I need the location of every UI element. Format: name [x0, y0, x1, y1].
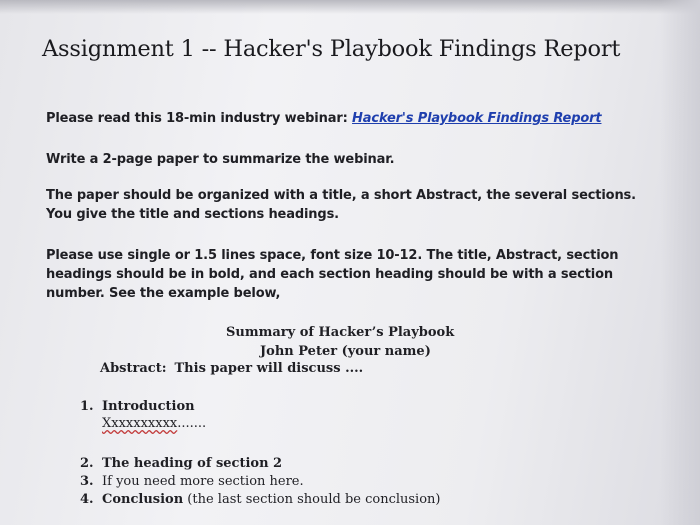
webinar-link[interactable]: Hacker's Playbook Findings Report — [352, 111, 602, 126]
section-note: (the last section should be conclusion) — [187, 492, 441, 507]
instruction-write-paper: Write a 2-page paper to summarize the webinar. — [46, 152, 395, 167]
placeholder-dots: ....... — [177, 416, 207, 431]
abstract-label: Abstract: — [100, 361, 167, 376]
example-author: John Peter (your name) — [260, 344, 431, 359]
instruction-organization — [46, 186, 666, 224]
org-bold-abstract: Abstract — [416, 188, 478, 203]
org-bold-sections: sections. — [571, 188, 636, 203]
section-heading: Introduction — [102, 399, 195, 414]
section-item-1 — [80, 398, 195, 416]
section-item-2 — [80, 455, 282, 473]
instruction-read-webinar — [46, 109, 601, 128]
instruction-read-text: Please read this 18-min industry webinar: — [46, 111, 353, 126]
intro-placeholder — [102, 416, 206, 431]
section-number: 2. — [80, 456, 94, 471]
section-number: 4. — [80, 492, 94, 507]
example-abstract — [100, 361, 363, 376]
org-text-1: The paper should be organized with a — [46, 188, 323, 203]
instruction-formatting: Please use single or 1.5 lines space, font size 10-12. The title, Abstract, section headings should be in bold, and each section heading should be with a section number. See the example below, — [46, 248, 619, 301]
section-item-3 — [80, 473, 304, 491]
section-heading: If you need more section here. — [102, 474, 304, 489]
org-text-2: , a short — [351, 188, 417, 203]
example-title-block — [226, 323, 454, 361]
section-heading: The heading of section 2 — [102, 456, 283, 471]
org-bold-title: title — [322, 188, 352, 203]
section-number: 1. — [80, 399, 94, 414]
section-item-4 — [80, 491, 440, 509]
section-number: 3. — [80, 474, 94, 489]
org-text-3: , the several — [477, 188, 572, 203]
document-title: Assignment 1 -- Hacker's Playbook Findings Report — [42, 36, 621, 62]
placeholder-text: Xxxxxxxxxx — [102, 416, 178, 431]
example-title: Summary of Hacker’s Playbook — [226, 325, 455, 340]
abstract-text: This paper will discuss .... — [174, 361, 364, 376]
section-heading: Conclusion — [102, 492, 184, 507]
org-text-line2: You give the title and sections headings. — [46, 207, 339, 222]
